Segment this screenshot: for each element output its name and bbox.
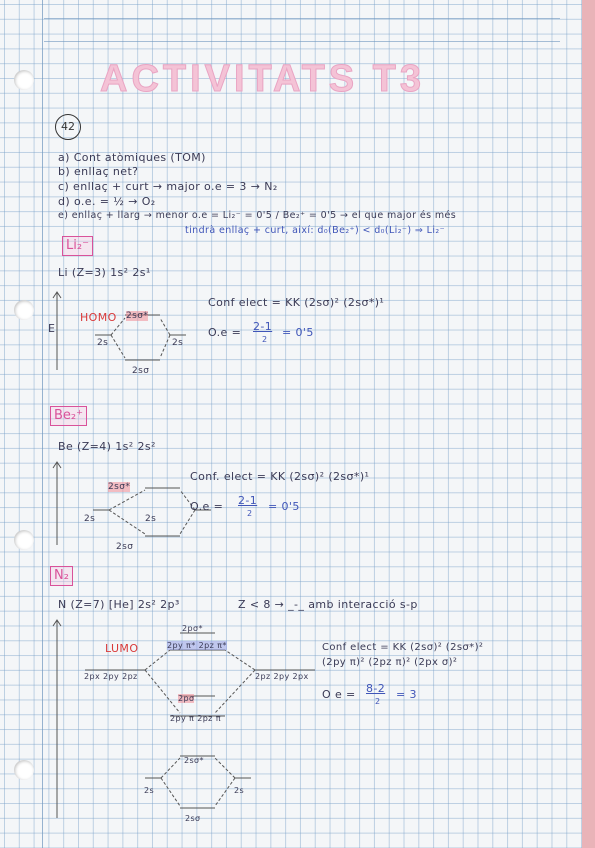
n-right-p: 2pz 2py 2px [255, 672, 309, 681]
answer-c: c) enllaç + curt → major o.e = 3 → N₂ [58, 180, 278, 193]
answer-d: d) o.e. = ½ → O₂ [58, 195, 156, 208]
punch-hole [14, 760, 34, 780]
section-label-be: Be₂⁺ [50, 406, 87, 426]
margin-line [42, 0, 43, 848]
section-label-n2: N₂ [50, 566, 73, 586]
li-right-ao: 2s [172, 338, 184, 348]
li-oe-denominator: 2 [262, 335, 268, 344]
n-top-orbital: 2pσ* [182, 624, 203, 633]
energy-axis-label: E [48, 322, 56, 335]
li-oe-result: = 0'5 [282, 326, 314, 339]
be-oe-label: O.e = [190, 500, 224, 513]
answer-e-conclusion: tindrà enllaç + curt, així: d₀(Be₂⁺) < d₀(Li₂⁻) ⇒ Li₂⁻ [185, 225, 446, 236]
li-left-ao: 2s [97, 338, 109, 348]
n-s-right: 2s [234, 786, 245, 795]
answer-e: e) enllaç + llarg → menor o.e = Li₂⁻ = 0'5 / Be₂⁺ = 0'5 → el que major és més [58, 210, 457, 221]
li-bottom-orbital: 2sσ [132, 366, 150, 376]
n-oe-denominator: 2 [375, 697, 381, 706]
be-top-orbital: 2sσ* [108, 482, 131, 492]
question-number: 42 [55, 114, 81, 140]
n-config: N (Z=7) [He] 2s² 2p³ [58, 598, 180, 611]
be-mo-diagram [45, 460, 205, 550]
header-band [44, 18, 560, 42]
n-oe-label: O e = [322, 688, 356, 701]
be-config: Be (Z=4) 1s² 2s² [58, 440, 156, 453]
page-title: ACTIVITATS T3 [100, 58, 426, 100]
punch-hole [14, 70, 34, 90]
punch-hole [14, 300, 34, 320]
be-left-ao: 2s [84, 514, 96, 524]
n-oe-numerator: 8-2 [366, 682, 386, 695]
n-oe-result: = 3 [396, 688, 417, 701]
n-pi-star: 2py π* 2pz π* [167, 641, 227, 650]
punch-hole [14, 530, 34, 550]
lumo-label: LUMO [105, 642, 139, 655]
section-label-li: Li₂⁻ [62, 236, 93, 256]
n-left-p: 2px 2py 2pz [84, 672, 138, 681]
li-conf-elect: Conf elect = KK (2sσ)² (2sσ*)¹ [208, 296, 385, 309]
be-conf-elect: Conf. elect = KK (2sσ)² (2sσ*)¹ [190, 470, 370, 483]
n-note: Z < 8 → _-_ amb interacció s-p [238, 598, 418, 611]
answer-b: b) enllaç net? [58, 165, 139, 178]
n-sigma-p: 2pσ [178, 694, 195, 703]
n-s-bottom: 2sσ [185, 814, 201, 823]
n-s-star: 2sσ* [184, 756, 204, 765]
n-conf-elect-line2: (2py π)² (2pz π)² (2px σ)² [322, 657, 458, 668]
li-oe-numerator: 2-1 [253, 320, 273, 333]
n-s-left: 2s [144, 786, 155, 795]
be-right-ao: 2s [145, 514, 157, 524]
n-conf-elect-line1: Conf elect = KK (2sσ)² (2sσ*)² [322, 642, 484, 653]
li-mo-diagram [45, 290, 205, 380]
li-config: Li (Z=3) 1s² 2s¹ [58, 266, 151, 279]
be-oe-denominator: 2 [247, 509, 253, 518]
li-top-orbital: 2sσ* [126, 311, 149, 321]
be-oe-result: = 0'5 [268, 500, 300, 513]
li-oe-label: O.e = [208, 326, 242, 339]
homo-label: HOMO [80, 311, 117, 324]
n-pi: 2py π 2pz π [170, 714, 221, 723]
be-oe-numerator: 2-1 [238, 494, 258, 507]
be-bottom-orbital: 2sσ [116, 542, 134, 552]
answer-a: a) Cont atòmiques (TOM) [58, 151, 206, 164]
